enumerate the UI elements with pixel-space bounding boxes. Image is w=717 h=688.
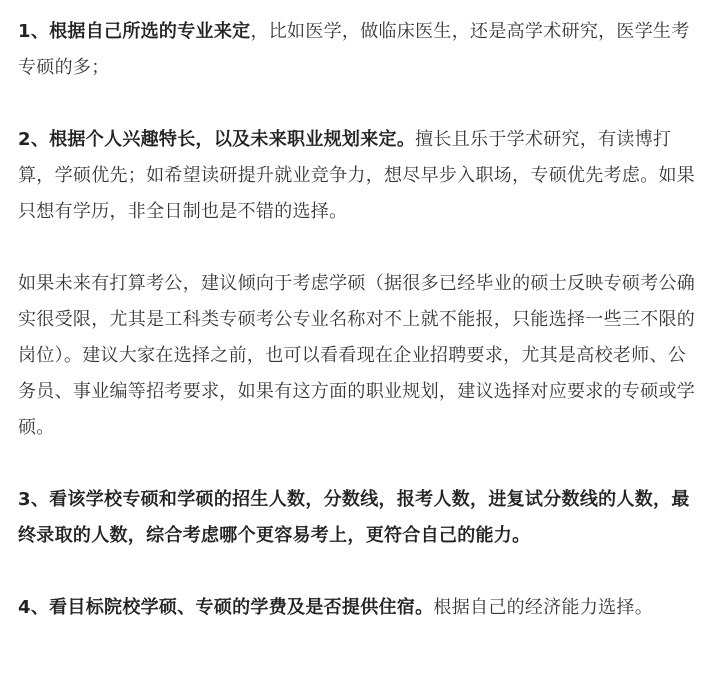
paragraph-3-text: 如果未来有打算考公，建议倾向于考虑学硕（据很多已经毕业的硕士反映专硕考公确实很受限，尤其是工科类专硕考公专业名称对不上就不能报，只能选择一些三不限的岗位）。建议大家在选择之前，也可以看看现在企业招聘要求，尤其是高校老师、公务员、事业编等招考要求，如果有这方面的职业规划，建议选择对应要求的专硕或学硕。 — [18, 273, 696, 438]
paragraph-5 — [18, 590, 697, 626]
paragraph-spacer — [18, 86, 697, 122]
paragraph-5-heading: 4、看目标院校学硕、专硕的学费及是否提供住宿。 — [18, 597, 434, 618]
paragraph-spacer — [18, 446, 697, 482]
paragraph-1 — [18, 14, 697, 86]
paragraph-2-heading: 2、根据个人兴趣特长，以及未来职业规划来定。 — [18, 129, 416, 150]
paragraph-spacer — [18, 554, 697, 590]
paragraph-3 — [18, 266, 697, 446]
paragraph-4 — [18, 482, 697, 554]
paragraph-2-text: 擅长且乐于学术研究，有读博打算，学硕优先；如希望读研提升就业竞争力，想尽早步入职场，专硕优先考虑。如果只想有学历，非全日制也是不错的选择。 — [18, 129, 696, 222]
paragraph-1-heading: 1、根据自己所选的专业来定 — [18, 21, 251, 42]
paragraph-2 — [18, 122, 697, 230]
paragraph-spacer — [18, 230, 697, 266]
paragraph-5-text: 根据自己的经济能力选择。 — [433, 597, 654, 618]
paragraph-4-heading: 3、看该学校专硕和学硕的招生人数，分数线，报考人数，进复试分数线的人数，最终录取的人数，综合考虑哪个更容易考上，更符合自己的能力。 — [18, 489, 690, 546]
paragraph-1-text: ，比如医学，做临床医生，还是高学术研究，医学生考专硕的多； — [18, 21, 690, 78]
